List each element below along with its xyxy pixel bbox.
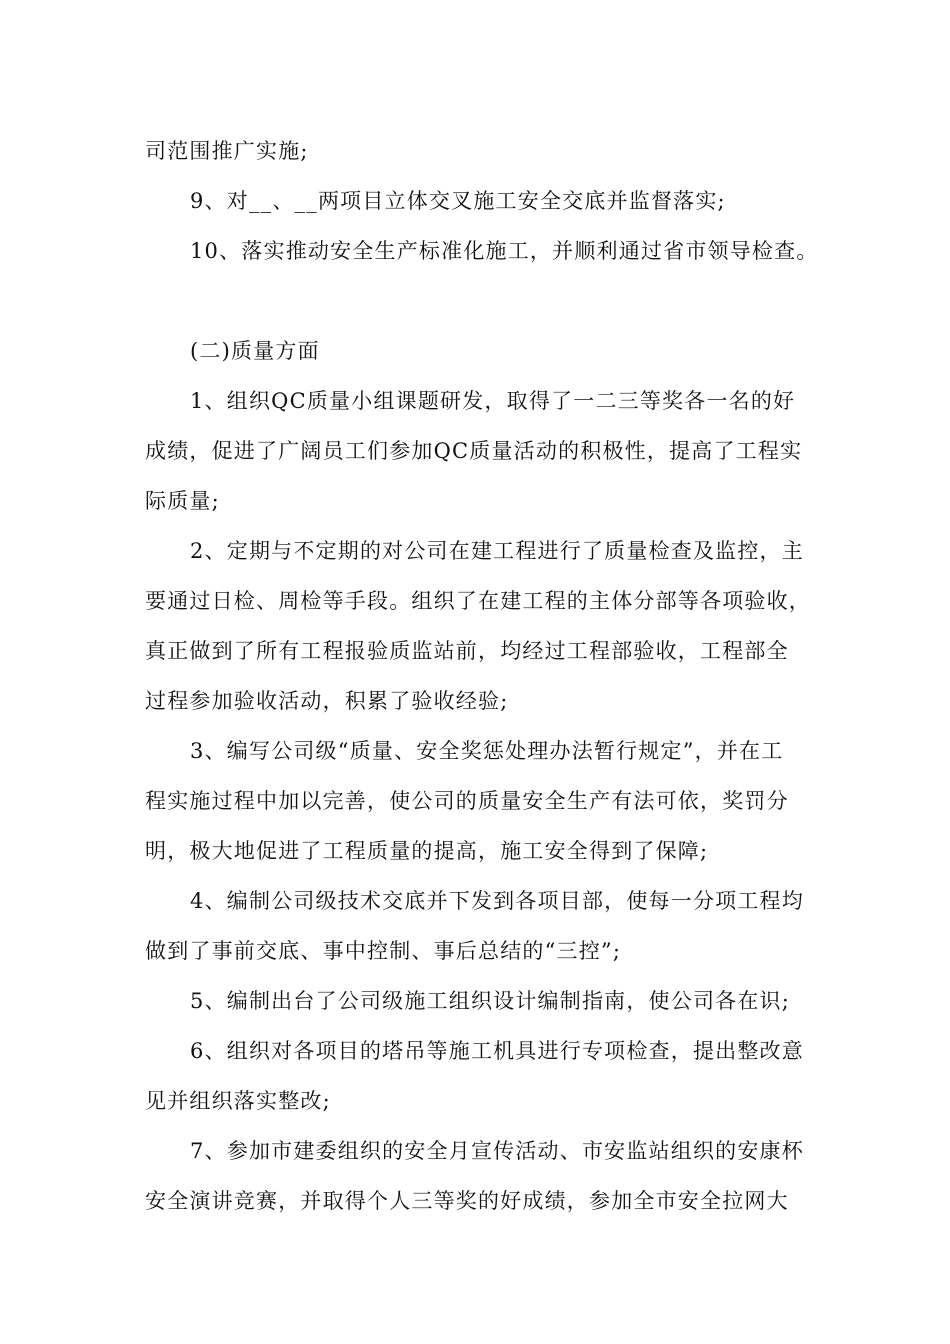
text-line: 7、参加市建委组织的安全月宣传活动、市安监站组织的安康杯 bbox=[190, 1139, 804, 1163]
text-line: 程实施过程中加以完善，使公司的质量安全生产有法可依，奖罚分 bbox=[145, 789, 789, 813]
text-line: 要通过日检、周检等手段。组织了在建工程的主体分部等各项验收， bbox=[145, 589, 811, 613]
text-line: 2、定期与不定期的对公司在建工程进行了质量检查及监控，主 bbox=[190, 539, 804, 563]
text-line: 5、编制出台了公司级施工组织设计编制指南，使公司各在识; bbox=[190, 989, 791, 1013]
text-line: 4、编制公司级技术交底并下发到各项目部，使每一分项工程均 bbox=[190, 889, 804, 913]
text-line: 际质量; bbox=[145, 489, 220, 513]
text-line: 明，极大地促进了工程质量的提高，施工安全得到了保障; bbox=[145, 839, 709, 863]
text-line: 做到了事前交底、事中控制、事后总结的“三控”; bbox=[145, 939, 622, 963]
text-line: 成绩，促进了广阔员工们参加QC质量活动的积极性，提高了工程实 bbox=[145, 439, 803, 463]
section-heading: (二)质量方面 bbox=[190, 339, 320, 363]
text-line: 司范围推广实施; bbox=[145, 139, 309, 163]
text-line: 见并组织落实整改; bbox=[145, 1089, 331, 1113]
text-line: 9、对__、__两项目立体交叉施工安全交底并监督落实; bbox=[190, 189, 726, 213]
text-line: 3、编写公司级“质量、安全奖惩处理办法暂行规定”，并在工 bbox=[190, 739, 784, 763]
text-line: 1、组织QC质量小组课题研发，取得了一二三等奖各一名的好 bbox=[190, 389, 796, 413]
text-line: 过程参加验收活动，积累了验收经验; bbox=[145, 689, 509, 713]
text-line: 安全演讲竞赛，并取得个人三等奖的好成绩，参加全市安全拉网大 bbox=[145, 1189, 789, 1213]
text-line: 真正做到了所有工程报验质监站前，均经过工程部验收，工程部全 bbox=[145, 639, 789, 663]
text-line: 6、组织对各项目的塔吊等施工机具进行专项检查，提出整改意 bbox=[190, 1039, 804, 1063]
text-line: 10、落实推动安全生产标准化施工，并顺利通过省市领导检查。 bbox=[190, 239, 819, 263]
